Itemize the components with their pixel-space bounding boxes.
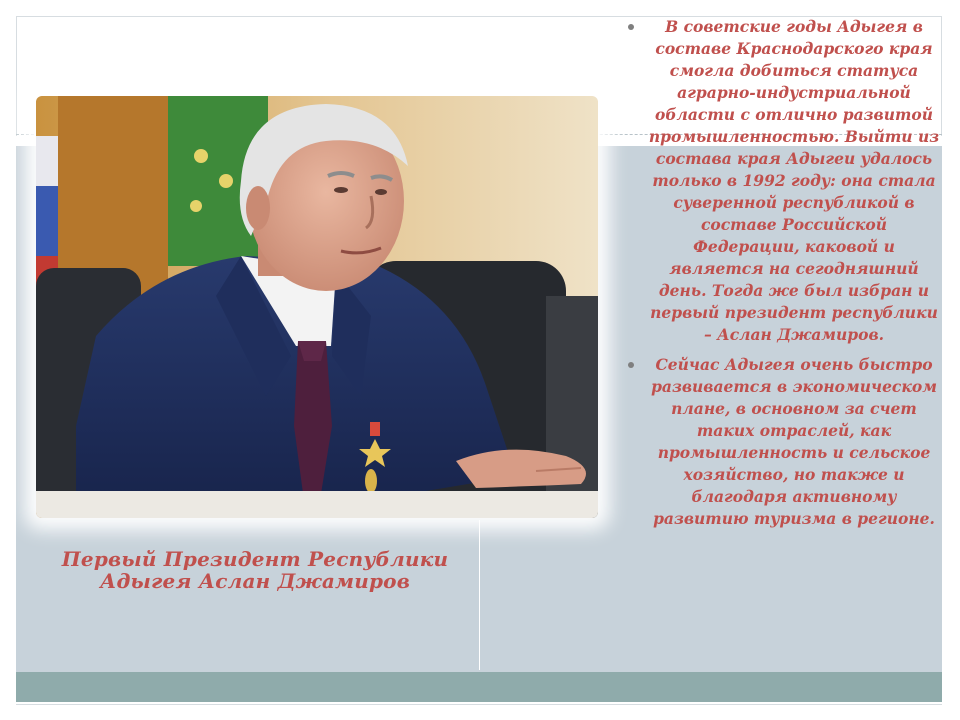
footer-band <box>16 672 942 702</box>
bullet-item <box>622 16 942 346</box>
photo-caption: Первый Президент Республики Адыгея Аслан Джамиров <box>61 547 449 593</box>
bullet-dot-icon <box>628 362 634 368</box>
president-photo <box>36 96 598 518</box>
bullet-text: Сейчас Адыгея очень быстро развивается в экономическом плане, в основном за счет таких отраслей, как промышленность и сельское хозяйство, но также и благодаря активному развитию туризма в регионе. <box>651 355 937 528</box>
vertical-divider <box>479 520 480 670</box>
bottom-rule <box>16 704 942 705</box>
bullet-text: В советские годы Адыгея в составе Краснодарского края смогла добиться статуса аграрно-индустриальной области с отлично развитой промышленностью. Выйти из состава края Адыгеи удалось только в 1992 году: она стала суверенной республикой в составе Российской Федерации, каковой и является на сегодняшний день. Тогда же был избран и первый президент республики – Аслан Джамиров. <box>648 17 940 344</box>
bullet-item <box>622 354 942 530</box>
bullet-dot-icon <box>628 24 634 30</box>
bullet-text-column <box>622 16 942 530</box>
bullet-list <box>622 16 942 530</box>
